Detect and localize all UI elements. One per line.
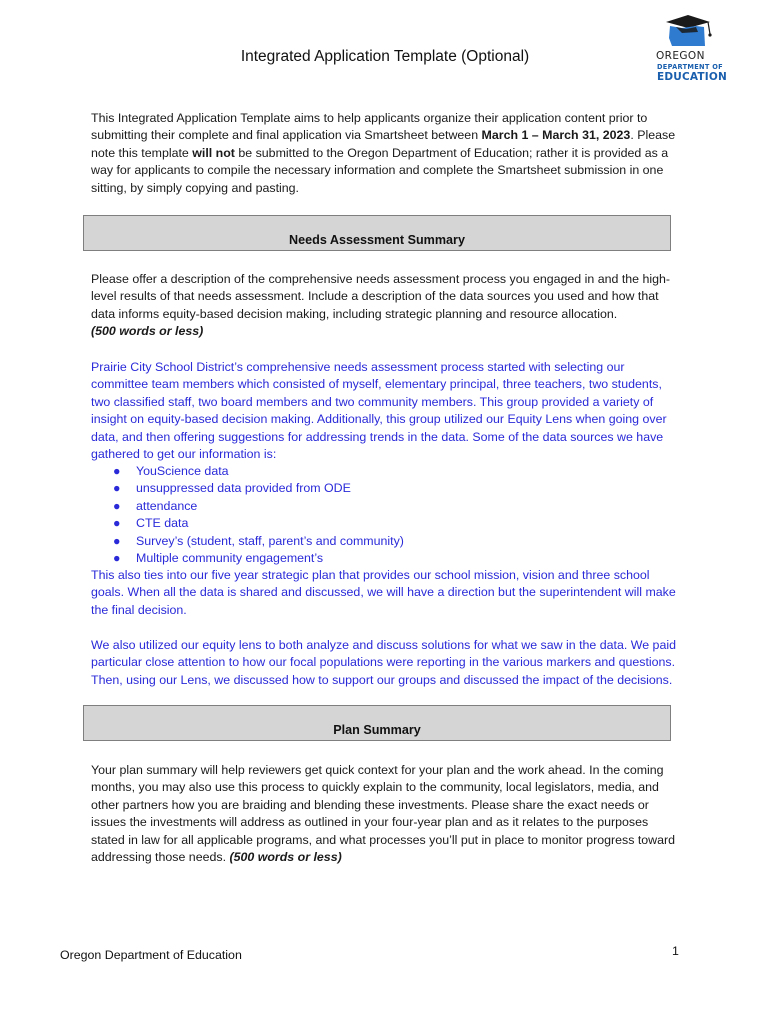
graduation-cap-state-icon: [652, 12, 724, 52]
logo-education-text: EDUCATION: [657, 71, 728, 83]
intro-will-not: will not: [192, 145, 235, 160]
list-item-text: YouScience data: [136, 464, 229, 478]
needs-assessment-heading-bar: [83, 215, 671, 251]
list-item: [91, 480, 683, 497]
plan-word-limit: (500 words or less): [229, 850, 342, 865]
list-item-text: CTE data: [136, 516, 189, 531]
bullet-icon: ●: [113, 498, 121, 513]
intro-text-2: . Please note this template: [91, 128, 676, 160]
footer-organization: Oregon Department of Education: [60, 948, 242, 962]
plan-prompt-paragraph: [91, 762, 683, 866]
list-item-text: attendance: [136, 498, 198, 513]
needs-prompt-text: Please offer a description of the comprehensive needs assessment process you engaged in and the high-level results of that needs assessment. Include a description of the data sources you used and how that data informs equity-based decision making, including strategic planning and resource allocation.: [91, 272, 671, 321]
list-item: [91, 533, 683, 550]
list-item: [91, 515, 683, 532]
list-item: [91, 550, 683, 567]
footer-page-number: 1: [672, 944, 679, 958]
intro-dates: March 1 – March 31, 2023: [481, 128, 631, 143]
intro-text-1: This Integrated Application Template aims to help applicants organize their application content prior to submitting their complete and final application via Smartsheet between: [91, 111, 648, 143]
needs-word-limit: (500 words or less): [91, 324, 204, 339]
bullet-icon: ●: [113, 551, 121, 566]
needs-assessment-heading: Needs Assessment Summary: [289, 233, 465, 247]
logo-oregon-text: OREGON: [656, 50, 705, 62]
plan-summary-heading-bar: [83, 705, 671, 741]
intro-paragraph: [91, 110, 683, 197]
list-item: [91, 498, 683, 515]
bullet-icon: ●: [113, 481, 121, 496]
bullet-icon: ●: [113, 464, 121, 478]
plan-prompt-text: Your plan summary will help reviewers get quick context for your plan and the work ahead. In the coming months, you may also use this process to quickly explain to the community, local legislators, media, and other partners how you are braiding and blending these investments. Please share the exact needs or issues the investments will address as outlined in your four-year plan and as it relates to the purposes stated in law for all applicable programs, and what processes you’ll put in place to monitor progress toward addressing those needs.: [91, 763, 676, 865]
list-item-text: unsuppressed data provided from ODE: [136, 481, 351, 496]
plan-summary-heading: Plan Summary: [333, 723, 421, 737]
list-item-text: Multiple community engagement’s: [136, 551, 324, 566]
list-item-text: Survey’s (student, staff, parent’s and community): [136, 533, 404, 548]
bullet-icon: ●: [113, 533, 121, 548]
bullet-icon: ●: [113, 516, 121, 531]
needs-response-paragraph-2: This also ties into our five year strategic plan that provides our school mission, vision and three school goals. When all the data is shared and discussed, we will have a direction but the superintendent will make the final decision.: [91, 568, 676, 617]
needs-response-paragraph-3: We also utilized our equity lens to both analyze and discuss solutions for what we saw in the data. We paid particular close attention to how our focal populations were reporting in the various markers and questions. Then, using our Lens, we discussed how to support our groups and discussed the impact of the decisions.: [91, 638, 676, 687]
intro-text-3: be submitted to the Oregon Department of Education; rather it is provided as a way for applicants to compile the necessary information and complete the Smartsheet submission in one sitting, by simply copying and pasting.: [91, 145, 669, 195]
list-item: [91, 463, 683, 480]
needs-response-paragraph-1: Prairie City School District’s comprehensive needs assessment process started with selecting our committee team members which consisted of myself, elementary principal, three teachers, two students, two classified staff, two board members and two community members. This group provided a variety of insight on equity-based decision making. Additionally, this group utilized our Equity Lens when going over data, and then offering suggestions for addressing trends in the data. Some of the data sources we have gathered to get our information is:: [91, 360, 667, 462]
document-title: Integrated Application Template (Optional): [240, 48, 530, 65]
ode-logo: [652, 12, 728, 84]
data-sources-list: [91, 463, 683, 567]
needs-prompt-paragraph: [91, 271, 683, 341]
logo-department-text: DEPARTMENT OF: [657, 63, 723, 71]
